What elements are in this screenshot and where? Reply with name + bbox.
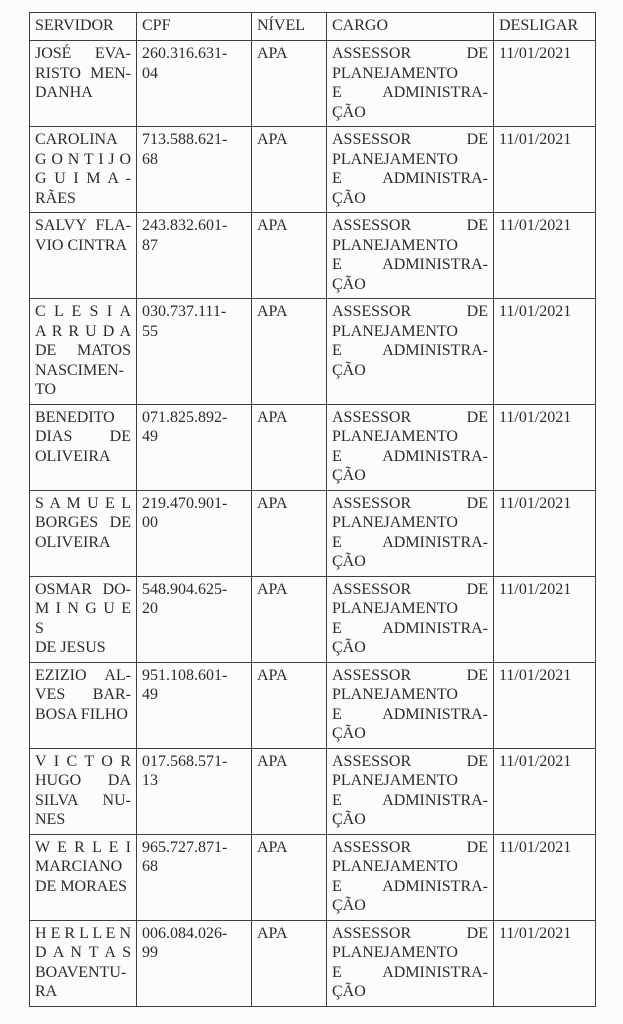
table-row bbox=[30, 834, 596, 920]
cargo-cell: ASSESSOR DE PLANEJAMENTO E ADMINISTRA- ÇÃO bbox=[327, 299, 494, 405]
cpf-cell: 243.832.601- 87 bbox=[137, 213, 252, 299]
nivel-cell: APA bbox=[252, 41, 327, 127]
cpf-cell: 951.108.601- 49 bbox=[137, 662, 252, 748]
desligar-cell: 11/01/2021 bbox=[494, 748, 596, 834]
servidores-table bbox=[29, 12, 596, 1007]
table-row bbox=[30, 576, 596, 662]
nivel-cell: APA bbox=[252, 299, 327, 405]
cargo-cell: ASSESSOR DE PLANEJAMENTO E ADMINISTRA- ÇÃO bbox=[327, 213, 494, 299]
nivel-cell: APA bbox=[252, 920, 327, 1006]
cpf-cell: 006.084.026- 99 bbox=[137, 920, 252, 1006]
cargo-cell: ASSESSOR DE PLANEJAMENTO E ADMINISTRA- ÇÃO bbox=[327, 834, 494, 920]
servidor-cell: S A M U E L BORGES DE OLIVEIRA bbox=[30, 490, 137, 576]
desligar-cell: 11/01/2021 bbox=[494, 404, 596, 490]
table-row bbox=[30, 920, 596, 1006]
cargo-cell: ASSESSOR DE PLANEJAMENTO E ADMINISTRA- ÇÃO bbox=[327, 404, 494, 490]
desligar-cell: 11/01/2021 bbox=[494, 490, 596, 576]
servidor-cell: H E R L L E N D A N T A S BOAVENTU- RA bbox=[30, 920, 137, 1006]
column-header-servidor: SERVIDOR bbox=[30, 13, 137, 41]
column-header-cpf: CPF bbox=[137, 13, 252, 41]
desligar-cell: 11/01/2021 bbox=[494, 662, 596, 748]
desligar-cell: 11/01/2021 bbox=[494, 299, 596, 405]
servidor-cell: OSMAR DO- M I N G U E S DE JESUS bbox=[30, 576, 137, 662]
table-row bbox=[30, 299, 596, 405]
table-row bbox=[30, 490, 596, 576]
cpf-cell: 713.588.621- 68 bbox=[137, 127, 252, 213]
servidor-cell: SALVY FLA- VIO CINTRA bbox=[30, 213, 137, 299]
header-row bbox=[30, 13, 596, 41]
nivel-cell: APA bbox=[252, 834, 327, 920]
servidor-cell: EZIZIO AL- VES BAR- BOSA FILHO bbox=[30, 662, 137, 748]
table-row bbox=[30, 662, 596, 748]
cargo-cell: ASSESSOR DE PLANEJAMENTO E ADMINISTRA- ÇÃO bbox=[327, 490, 494, 576]
servidor-cell: C L E S I A A R R U D A DE MATOS NASCIMEN- TO bbox=[30, 299, 137, 405]
desligar-cell: 11/01/2021 bbox=[494, 213, 596, 299]
cargo-cell: ASSESSOR DE PLANEJAMENTO E ADMINISTRA- ÇÃO bbox=[327, 662, 494, 748]
cargo-cell: ASSESSOR DE PLANEJAMENTO E ADMINISTRA- ÇÃO bbox=[327, 576, 494, 662]
table-row bbox=[30, 748, 596, 834]
cargo-cell: ASSESSOR DE PLANEJAMENTO E ADMINISTRA- ÇÃO bbox=[327, 41, 494, 127]
servidor-cell: W E R L E I MARCIANO DE MORAES bbox=[30, 834, 137, 920]
cpf-cell: 030.737.111- 55 bbox=[137, 299, 252, 405]
column-header-cargo: CARGO bbox=[327, 13, 494, 41]
desligar-cell: 11/01/2021 bbox=[494, 576, 596, 662]
desligar-cell: 11/01/2021 bbox=[494, 920, 596, 1006]
servidor-cell: JOSÉ EVA- RISTO MEN- DANHA bbox=[30, 41, 137, 127]
column-header-nivel: NÍVEL bbox=[252, 13, 327, 41]
cpf-cell: 017.568.571- 13 bbox=[137, 748, 252, 834]
table-row bbox=[30, 213, 596, 299]
cargo-cell: ASSESSOR DE PLANEJAMENTO E ADMINISTRA- ÇÃO bbox=[327, 920, 494, 1006]
desligar-cell: 11/01/2021 bbox=[494, 127, 596, 213]
nivel-cell: APA bbox=[252, 662, 327, 748]
cpf-cell: 260.316.631- 04 bbox=[137, 41, 252, 127]
cargo-cell: ASSESSOR DE PLANEJAMENTO E ADMINISTRA- ÇÃO bbox=[327, 748, 494, 834]
nivel-cell: APA bbox=[252, 576, 327, 662]
cpf-cell: 219.470.901- 00 bbox=[137, 490, 252, 576]
nivel-cell: APA bbox=[252, 404, 327, 490]
table-row bbox=[30, 41, 596, 127]
servidor-cell: BENEDITO DIAS DE OLIVEIRA bbox=[30, 404, 137, 490]
table-row bbox=[30, 404, 596, 490]
table-row bbox=[30, 127, 596, 213]
servidor-cell: V I C T O R HUGO DA SILVA NU- NES bbox=[30, 748, 137, 834]
desligar-cell: 11/01/2021 bbox=[494, 41, 596, 127]
cpf-cell: 548.904.625- 20 bbox=[137, 576, 252, 662]
cargo-cell: ASSESSOR DE PLANEJAMENTO E ADMINISTRA- ÇÃO bbox=[327, 127, 494, 213]
cpf-cell: 071.825.892- 49 bbox=[137, 404, 252, 490]
cpf-cell: 965.727.871- 68 bbox=[137, 834, 252, 920]
desligar-cell: 11/01/2021 bbox=[494, 834, 596, 920]
nivel-cell: APA bbox=[252, 213, 327, 299]
nivel-cell: APA bbox=[252, 490, 327, 576]
servidor-cell: CAROLINA G O N T I J O G U I M A - RÃES bbox=[30, 127, 137, 213]
nivel-cell: APA bbox=[252, 127, 327, 213]
nivel-cell: APA bbox=[252, 748, 327, 834]
column-header-desligar: DESLIGAR bbox=[494, 13, 596, 41]
